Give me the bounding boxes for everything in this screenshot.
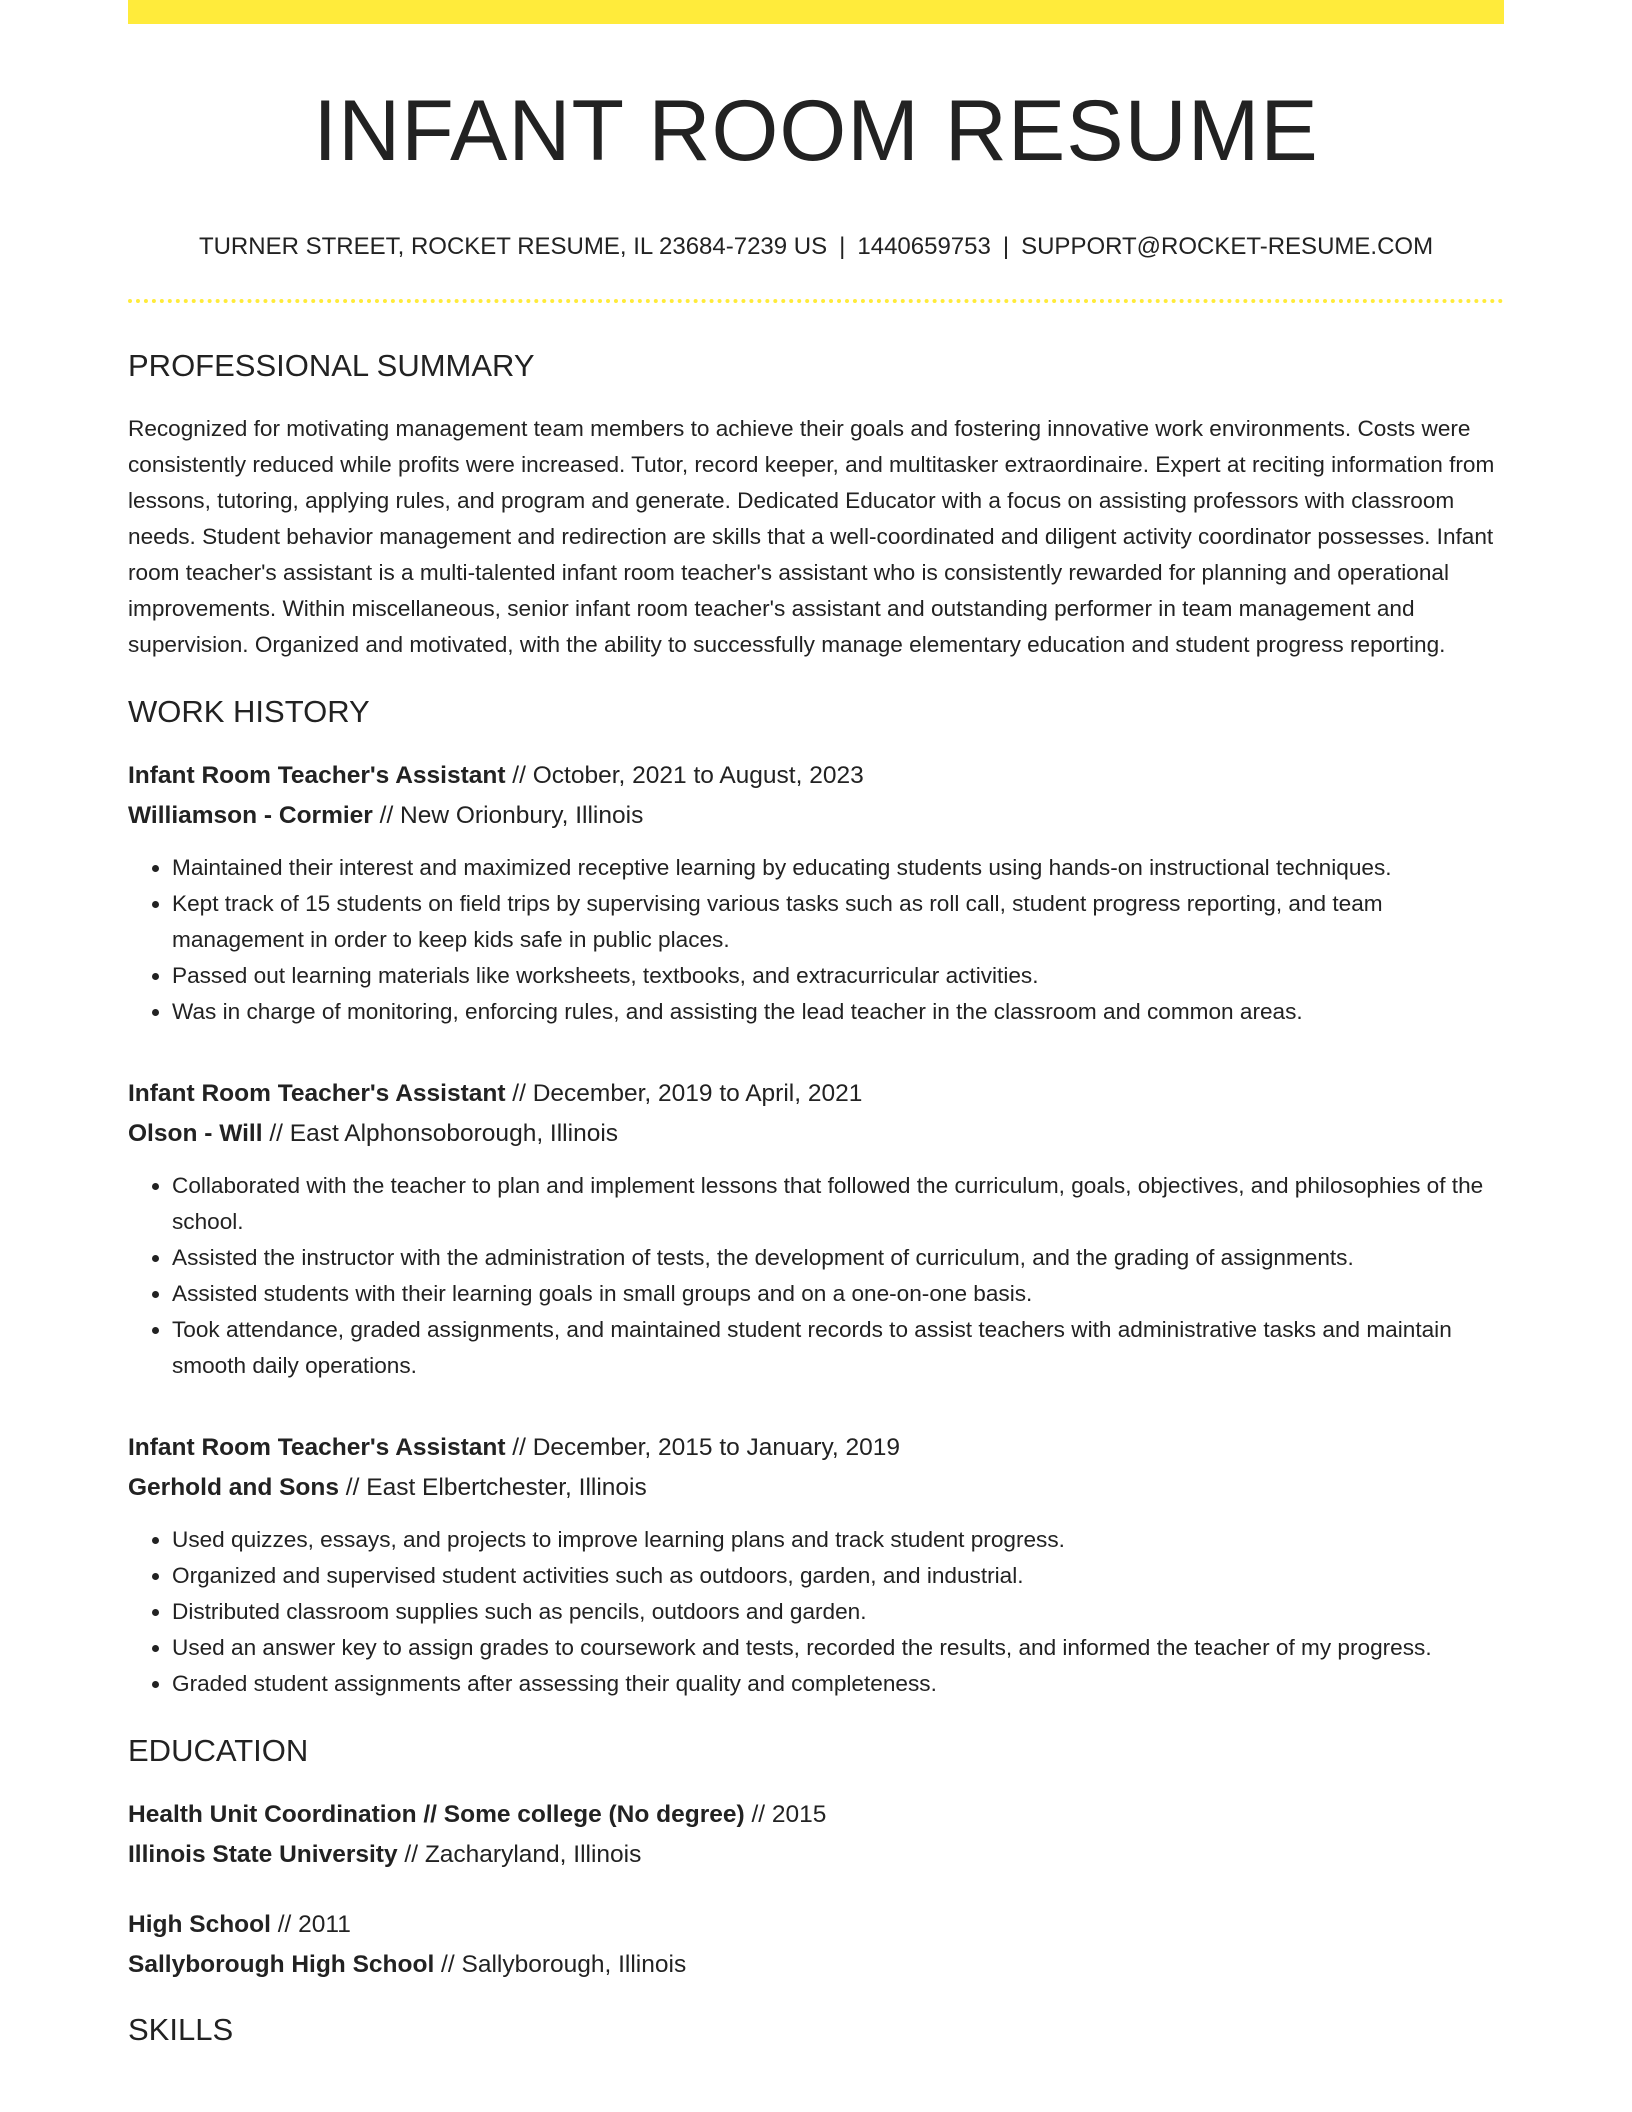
list-item: • Maintained their interest and maximized receptive learning by educating students using hands-on instructional techniques. — [172, 850, 1504, 886]
education-degree: Health Unit Coordination // Some college (No degree) — [128, 1800, 745, 1828]
education-year: // 2011 — [270, 1910, 351, 1938]
email: SUPPORT@ROCKET-RESUME.COM — [1021, 232, 1434, 260]
job-role: Infant Room Teacher's Assistant — [128, 1079, 506, 1107]
top-accent-bar — [128, 0, 1504, 24]
education-location: // Zacharyland, Illinois — [397, 1840, 642, 1868]
contact-line — [128, 233, 1504, 262]
education-degree-line — [128, 1795, 1504, 1835]
job-company: Olson - Will — [128, 1119, 263, 1147]
job-company-line — [128, 1468, 1504, 1508]
job-dates: // December, 2015 to January, 2019 — [505, 1433, 901, 1461]
education-school: Illinois State University — [128, 1840, 398, 1868]
education-year: // 2015 — [744, 1800, 827, 1828]
address: TURNER STREET, ROCKET RESUME, IL 23684-7239 US — [198, 232, 828, 260]
section-title-work-history: WORK HISTORY — [128, 693, 370, 729]
education-entry — [128, 1795, 1504, 1875]
job-role: Infant Room Teacher's Assistant — [128, 1433, 506, 1461]
list-item: • Used an answer key to assign grades to coursework and tests, recorded the results, and informed the teacher of my progress. — [172, 1630, 1504, 1666]
job-bullets — [128, 1168, 1504, 1384]
list-item: • Organized and supervised student activities such as outdoors, garden, and industrial. — [172, 1558, 1504, 1594]
job-role: Infant Room Teacher's Assistant — [128, 761, 506, 789]
summary-text: Recognized for motivating management team members to achieve their goals and fostering innovative work environments. Costs were consistently reduced while profits were increased. Tutor, record keeper, and multitasker extraordinaire. Expert at reciting information from lessons, tutoring, applying rules, and program and generate. Dedicated Educator with a focus on assisting professors with classroom needs. Student behavior management and redirection are skills that a well-coordinated and diligent activity coordinator possesses. Infant room teacher's assistant is a multi-talented infant room teacher's assistant who is consistently rewarded for planning and operational improvements. Within miscellaneous, senior infant room teacher's assistant and outstanding performer in team management and supervision. Organized and motivated, with the ability to successfully manage elementary education and student progress reporting. — [128, 415, 1495, 657]
education-location: // Sallyborough, Illinois — [434, 1950, 687, 1978]
job-company: Williamson - Cormier — [128, 801, 373, 829]
job-dates: // October, 2021 to August, 2023 — [505, 761, 864, 789]
education-degree: High School — [128, 1910, 271, 1938]
list-item: • Was in charge of monitoring, enforcing rules, and assisting the lead teacher in the classroom and common areas. — [172, 994, 1504, 1030]
list-item: • Passed out learning materials like worksheets, textbooks, and extracurricular activities. — [172, 958, 1504, 994]
job-bullets — [128, 850, 1504, 1030]
job-location: // East Elbertchester, Illinois — [339, 1473, 647, 1501]
job-title-line — [128, 756, 1504, 796]
separator: | — [1002, 232, 1010, 260]
education-school: Sallyborough High School — [128, 1950, 435, 1978]
list-item: • Took attendance, graded assignments, and maintained student records to assist teachers with administrative tasks and maintain smooth daily operations. — [172, 1312, 1504, 1384]
list-item: • Collaborated with the teacher to plan and implement lessons that followed the curriculum, goals, objectives, and philosophies of the school. — [172, 1168, 1504, 1240]
resume-title: INFANT ROOM RESUME — [313, 83, 1319, 179]
separator: | — [839, 232, 846, 260]
education-school-line — [128, 1835, 1504, 1875]
list-item: • Kept track of 15 students on field trips by supervising various tasks such as roll call, student progress reporting, and team management in order to keep kids safe in public places. — [172, 886, 1504, 958]
section-title-skills: SKILLS — [128, 2011, 234, 2047]
list-item: • Assisted students with their learning goals in small groups and on a one-on-one basis. — [172, 1276, 1504, 1312]
education-entry — [128, 1905, 1504, 1985]
job-location: // New Orionbury, Illinois — [372, 801, 644, 829]
list-item: • Graded student assignments after assessing their quality and completeness. — [172, 1666, 1504, 1702]
job-company-line — [128, 1114, 1504, 1154]
list-item: • Distributed classroom supplies such as pencils, outdoors and garden. — [172, 1594, 1504, 1630]
list-item: • Used quizzes, essays, and projects to improve learning plans and track student progress. — [172, 1522, 1504, 1558]
job-company-line — [128, 796, 1504, 836]
job-company: Gerhold and Sons — [128, 1473, 339, 1501]
education-degree-line — [128, 1905, 1504, 1945]
phone: 1440659753 — [857, 232, 991, 260]
section-title-education: EDUCATION — [128, 1732, 309, 1768]
job-bullets — [128, 1522, 1504, 1702]
job-entry — [128, 1074, 1504, 1384]
section-title-summary: PROFESSIONAL SUMMARY — [128, 348, 535, 384]
job-entry — [128, 1428, 1504, 1702]
dotted-divider — [128, 299, 1504, 303]
resume-page — [128, 0, 1504, 2048]
job-title-line — [128, 1074, 1504, 1114]
job-location: // East Alphonsoborough, Illinois — [262, 1119, 619, 1147]
job-entry — [128, 756, 1504, 1030]
list-item: • Assisted the instructor with the administration of tests, the development of curriculum, and the grading of assignments. — [172, 1240, 1504, 1276]
education-school-line — [128, 1945, 1504, 1985]
job-dates: // December, 2019 to April, 2021 — [505, 1079, 863, 1107]
job-title-line — [128, 1428, 1504, 1468]
